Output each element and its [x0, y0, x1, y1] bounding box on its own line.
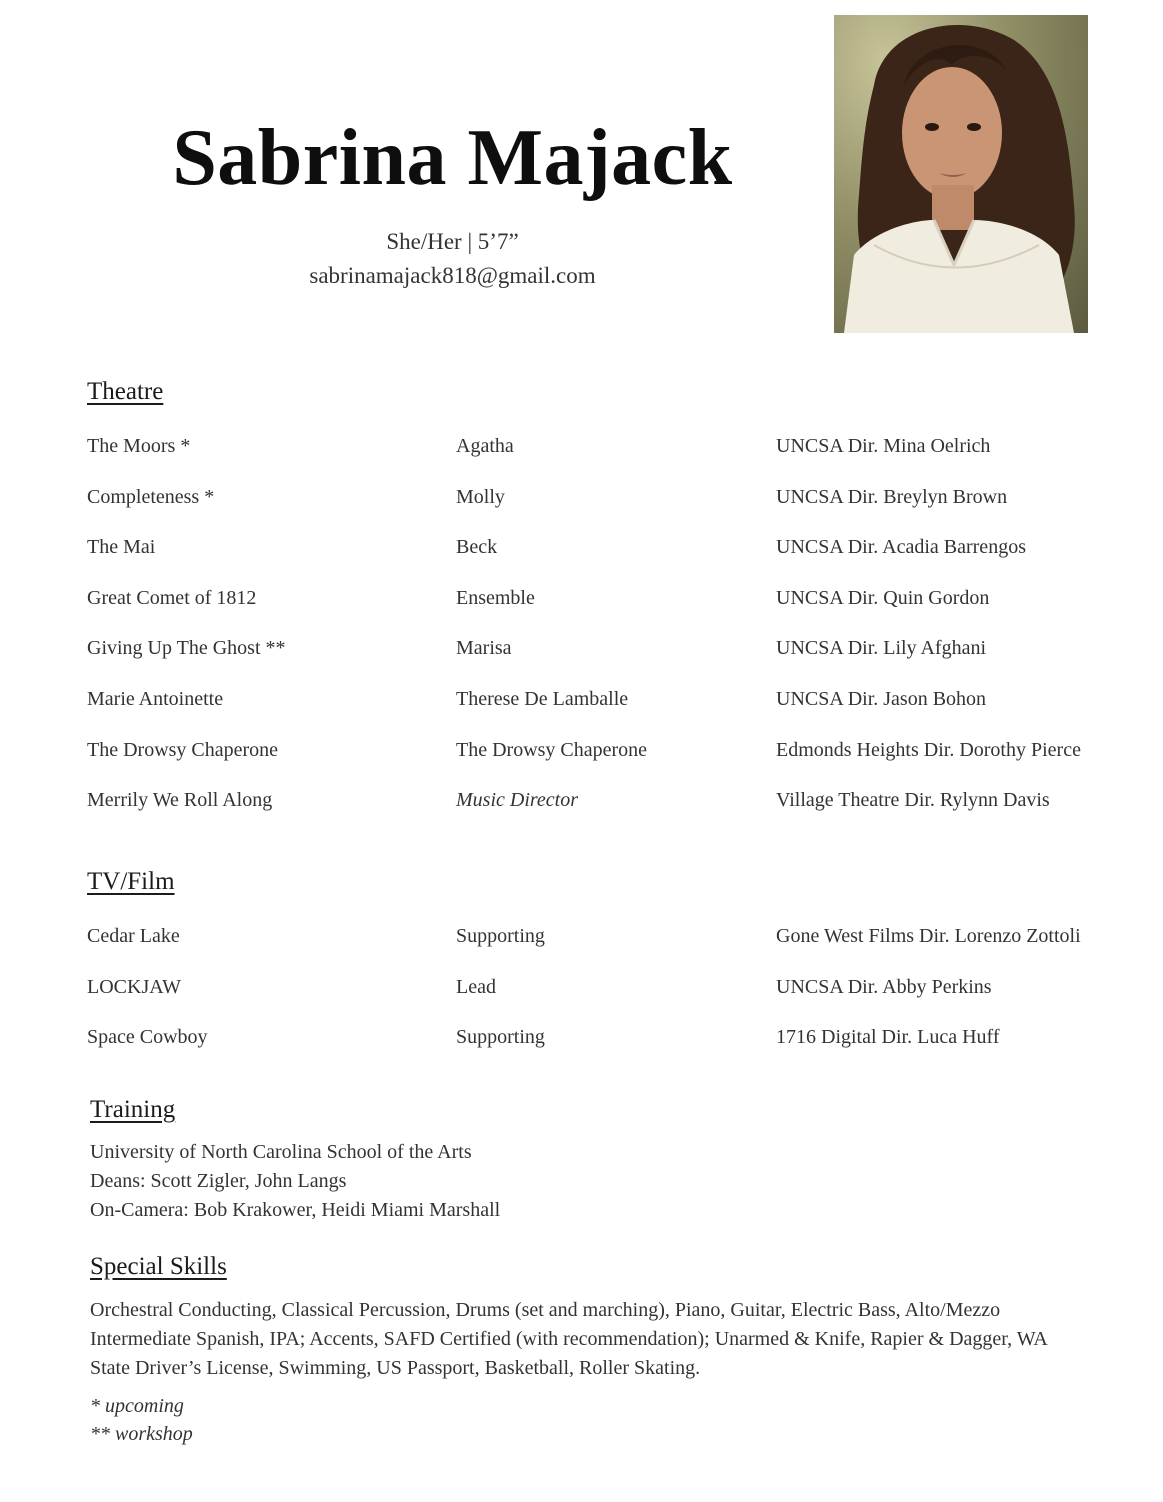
theatre-company: UNCSA Dir. Quin Gordon: [776, 587, 990, 609]
training-line: University of North Carolina School of the Arts: [90, 1141, 472, 1163]
theatre-company: UNCSA Dir. Lily Afghani: [776, 637, 987, 659]
pronouns-height: She/Her | 5’7”: [386, 229, 519, 254]
training-block: [90, 1138, 1090, 1225]
note-workshop: ** workshop: [90, 1423, 193, 1445]
headshot-photo-icon: [834, 15, 1088, 333]
skills-line: Orchestral Conducting, Classical Percussion, Drums (set and marching), Piano, Guitar, Electric Bass, Alto/Mezzo: [90, 1299, 1001, 1321]
theatre-show: Giving Up The Ghost **: [87, 637, 286, 659]
tvfilm-company: UNCSA Dir. Abby Perkins: [776, 976, 992, 998]
theatre-company: UNCSA Dir. Acadia Barrengos: [776, 536, 1026, 558]
skills-block: [90, 1296, 1100, 1383]
theatre-show: The Moors *: [87, 435, 191, 457]
theatre-show: Great Comet of 1812: [87, 587, 257, 609]
tvfilm-role: Supporting: [456, 925, 545, 947]
skills-line: State Driver’s License, Swimming, US Passport, Basketball, Roller Skating.: [90, 1357, 701, 1379]
training-line: On-Camera: Bob Krakower, Heidi Miami Marshall: [90, 1199, 501, 1221]
theatre-company: UNCSA Dir. Jason Bohon: [776, 688, 987, 710]
tvfilm-heading: TV/Film: [87, 868, 175, 895]
theatre-company: Edmonds Heights Dir. Dorothy Pierce: [776, 739, 1081, 761]
tvfilm-company: Gone West Films Dir. Lorenzo Zottoli: [776, 925, 1081, 947]
theatre-company: UNCSA Dir. Breylyn Brown: [776, 486, 1008, 508]
theatre-show: Marie Antoinette: [87, 688, 224, 710]
theatre-role: Therese De Lamballe: [456, 688, 629, 710]
theatre-show: The Mai: [87, 536, 156, 558]
tvfilm-show: Cedar Lake: [87, 925, 180, 947]
theatre-show: The Drowsy Chaperone: [87, 739, 279, 761]
theatre-role: Marisa: [456, 637, 512, 659]
theatre-company: UNCSA Dir. Mina Oelrich: [776, 435, 991, 457]
tvfilm-role: Lead: [456, 976, 496, 998]
theatre-role: Music Director: [456, 789, 579, 811]
resume-name: Sabrina Majack: [172, 114, 733, 202]
theatre-role: The Drowsy Chaperone: [456, 739, 648, 761]
training-line: Deans: Scott Zigler, John Langs: [90, 1170, 347, 1192]
tvfilm-show: LOCKJAW: [87, 976, 181, 998]
tvfilm-company: 1716 Digital Dir. Luca Huff: [776, 1026, 1000, 1048]
theatre-role: Beck: [456, 536, 498, 558]
skills-line: Intermediate Spanish, IPA; Accents, SAFD Certified (with recommendation); Unarmed & Knife, Rapier & Dagger, WA: [90, 1328, 1048, 1350]
theatre-role: Agatha: [456, 435, 514, 457]
theatre-heading: Theatre: [87, 378, 164, 405]
theatre-show: Merrily We Roll Along: [87, 789, 273, 811]
tvfilm-show: Space Cowboy: [87, 1026, 208, 1048]
theatre-show: Completeness *: [87, 486, 215, 508]
email: sabrinamajack818@gmail.com: [309, 263, 596, 288]
theatre-role: Molly: [456, 486, 505, 508]
training-heading: Training: [90, 1096, 176, 1123]
tvfilm-role: Supporting: [456, 1026, 545, 1048]
theatre-company: Village Theatre Dir. Rylynn Davis: [776, 789, 1050, 811]
note-upcoming: * upcoming: [90, 1395, 184, 1417]
theatre-role: Ensemble: [456, 587, 535, 609]
skills-heading: Special Skills: [90, 1253, 227, 1280]
